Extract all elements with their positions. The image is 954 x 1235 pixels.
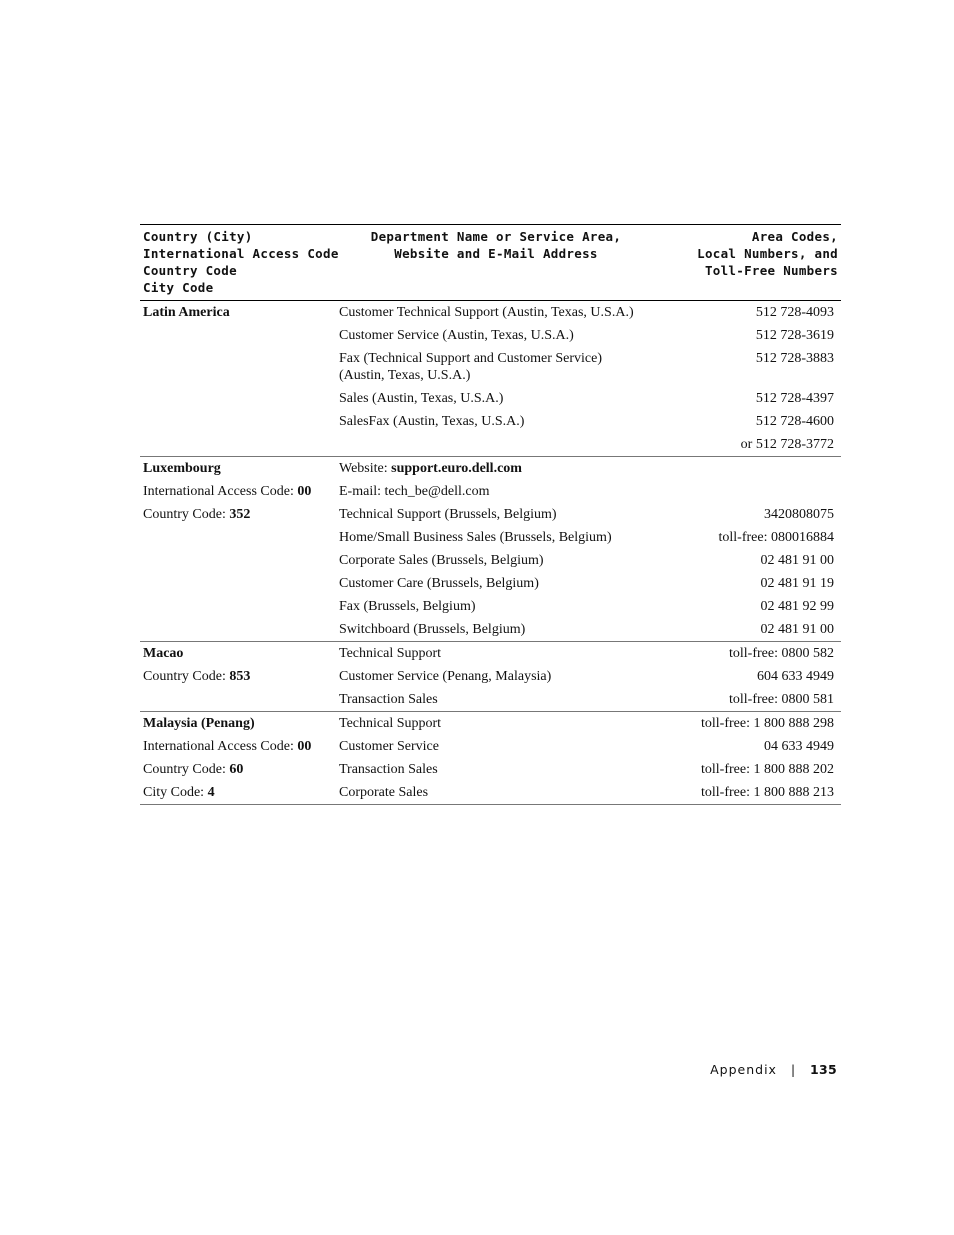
table-row [140, 433, 841, 457]
table-row [140, 549, 841, 572]
country-code-value: 00 [297, 739, 312, 754]
table-row [140, 387, 841, 410]
table-row [140, 457, 841, 481]
country-cell [140, 433, 336, 457]
table-row [140, 665, 841, 688]
country-code-value: 352 [229, 507, 251, 522]
department-cell [336, 324, 656, 347]
table-row [140, 503, 841, 526]
department-cell [336, 781, 656, 805]
phone-number-cell: toll-free: 0800 581 [656, 688, 841, 712]
table-row [140, 618, 841, 642]
header-line: Website and E-Mail Address [394, 246, 598, 261]
country-code-value: 4 [207, 785, 215, 800]
phone-number-cell: 02 481 92 99 [760, 599, 834, 614]
department-cell [336, 410, 656, 433]
department-cell [336, 526, 656, 549]
department-text: Technical Support [339, 646, 442, 661]
table-row [140, 735, 841, 758]
country-cell [140, 410, 336, 433]
department-cell [336, 503, 656, 526]
department-text: Customer Service [339, 739, 439, 754]
table-row [140, 526, 841, 549]
department-cell [336, 618, 656, 642]
table-row [140, 347, 841, 387]
department-text: E-mail: tech_be@dell.com [339, 484, 490, 499]
table-row [140, 781, 841, 805]
country-cell [140, 712, 336, 736]
country-code-value: 60 [229, 762, 244, 777]
table-row [140, 712, 841, 736]
country-name: Macao [143, 646, 184, 661]
country-code-label: Country Code: [143, 669, 230, 684]
phone-number-cell: 02 481 91 19 [760, 576, 834, 591]
phone-number-cell: toll-free: 080016884 [718, 530, 834, 545]
country-cell [140, 503, 336, 526]
page-number: 135 [810, 1062, 837, 1077]
department-cell [336, 572, 656, 595]
department-cell [336, 758, 656, 781]
department-cell [336, 642, 656, 666]
table-row [140, 324, 841, 347]
department-cell [336, 347, 656, 387]
country-cell [140, 781, 336, 805]
contact-table [140, 224, 841, 805]
department-text: Transaction Sales [339, 762, 438, 777]
country-code-value: 853 [229, 669, 251, 684]
table-row [140, 410, 841, 433]
phone-number-cell: 512 728-3619 [755, 328, 834, 343]
country-cell [140, 572, 336, 595]
phone-number-cell: 02 481 91 00 [760, 553, 834, 568]
department-cell [336, 735, 656, 758]
table-body [140, 301, 841, 805]
country-name: Latin America [143, 305, 230, 320]
phone-number-cell: 512 728-3883 [755, 351, 834, 366]
header-line: Area Codes, [751, 229, 838, 244]
phone-number-cell [656, 480, 841, 503]
country-cell [140, 549, 336, 572]
country-cell [140, 618, 336, 642]
department-text: Sales (Austin, Texas, U.S.A.) [339, 391, 504, 406]
header-line: Country (City) [143, 229, 253, 244]
phone-number-cell: toll-free: 1 800 888 202 [701, 762, 834, 777]
department-text: Switchboard (Brussels, Belgium) [339, 622, 526, 637]
phone-number-cell [656, 457, 841, 481]
country-cell [140, 324, 336, 347]
department-text: Fax (Technical Support and Customer Service) (Austin, Texas, U.S.A.) [339, 351, 603, 383]
department-text: Corporate Sales [339, 785, 429, 800]
table-row [140, 642, 841, 666]
header-line: City Code [143, 280, 214, 295]
department-text: Transaction Sales [339, 692, 438, 707]
phone-number-cell: 02 481 91 00 [656, 618, 841, 642]
country-cell [140, 387, 336, 410]
table-row [140, 480, 841, 503]
country-code-label: International Access Code: [143, 484, 298, 499]
department-text: Website: [339, 461, 392, 476]
header-line: International Access Code [143, 246, 339, 261]
country-cell [140, 758, 336, 781]
phone-number-cell: 3420808075 [764, 507, 834, 522]
header-department [336, 225, 656, 301]
country-cell [140, 688, 336, 712]
country-name: Malaysia (Penang) [143, 716, 255, 731]
phone-number-cell: 512 728-4397 [755, 391, 834, 406]
footer-section-label: Appendix [710, 1062, 777, 1077]
country-cell [140, 665, 336, 688]
country-code-value: 00 [297, 484, 312, 499]
department-text: SalesFax (Austin, Texas, U.S.A.) [339, 414, 525, 429]
page-footer [710, 1062, 837, 1077]
header-country [140, 225, 339, 301]
country-cell [140, 301, 336, 325]
country-code-label: Country Code: [143, 762, 230, 777]
department-text: Technical Support (Brussels, Belgium) [339, 507, 557, 522]
department-cell [336, 387, 656, 410]
department-text: Customer Service (Penang, Malaysia) [339, 669, 552, 684]
country-cell [140, 595, 336, 618]
header-line: Department Name or Service Area, [370, 229, 622, 244]
department-cell [336, 688, 656, 712]
department-text: Corporate Sales (Brussels, Belgium) [339, 553, 544, 568]
country-code-label: International Access Code: [143, 739, 298, 754]
department-cell [336, 433, 656, 457]
phone-number-cell: toll-free: 1 800 888 298 [701, 716, 834, 731]
country-cell [140, 642, 336, 666]
footer-separator: | [790, 1062, 796, 1077]
phone-number-cell: or 512 728-3772 [656, 433, 841, 457]
department-cell [336, 457, 656, 481]
department-cell [336, 595, 656, 618]
phone-number-cell: 604 633 4949 [757, 669, 834, 684]
header-line: Local Numbers, and [697, 246, 838, 261]
department-cell [336, 712, 656, 736]
department-text: Technical Support [339, 716, 442, 731]
header-numbers [656, 225, 841, 301]
country-code-label: City Code: [143, 785, 208, 800]
country-cell [140, 735, 336, 758]
department-cell [336, 301, 656, 325]
phone-number-cell: 512 728-4093 [755, 305, 834, 320]
country-code-label: Country Code: [143, 507, 230, 522]
header-line: Toll-Free Numbers [704, 263, 838, 278]
country-cell [140, 526, 336, 549]
department-text: Home/Small Business Sales (Brussels, Belgium) [339, 530, 612, 545]
phone-number-cell: toll-free: 1 800 888 213 [656, 781, 841, 805]
table-header [140, 225, 841, 301]
country-cell [140, 480, 336, 503]
table-row [140, 572, 841, 595]
department-cell [336, 549, 656, 572]
header-line: Country Code [143, 263, 237, 278]
table-row [140, 758, 841, 781]
department-cell [336, 480, 656, 503]
country-cell [140, 457, 336, 481]
country-name: Luxembourg [143, 461, 221, 476]
table-row [140, 688, 841, 712]
department-cell [336, 665, 656, 688]
country-cell [140, 347, 336, 387]
website-link: support.euro.dell.com [391, 461, 522, 476]
department-text: Customer Technical Support (Austin, Texas, U.S.A.) [339, 305, 634, 320]
department-text: Customer Care (Brussels, Belgium) [339, 576, 539, 591]
phone-number-cell: 512 728-4600 [755, 414, 834, 429]
phone-number-cell: 04 633 4949 [764, 739, 834, 754]
phone-number-cell: toll-free: 0800 582 [729, 646, 834, 661]
department-text: Fax (Brussels, Belgium) [339, 599, 476, 614]
contact-table-container [140, 224, 841, 805]
table-row [140, 301, 841, 325]
table-row [140, 595, 841, 618]
department-text: Customer Service (Austin, Texas, U.S.A.) [339, 328, 574, 343]
